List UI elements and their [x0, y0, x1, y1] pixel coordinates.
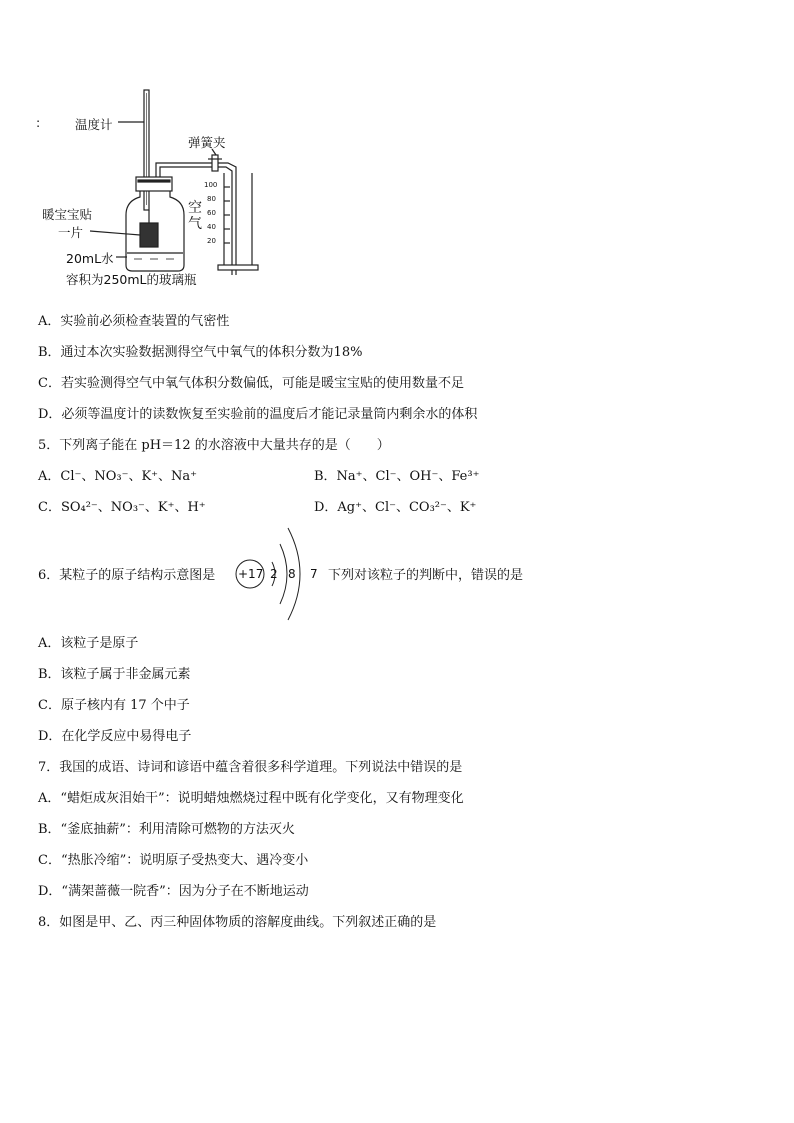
water-label: 20mL水	[66, 251, 114, 266]
q6-option-d: D．在化学反应中易得电子	[38, 729, 192, 744]
q4-option-a: A．实验前必须检查装置的气密性	[38, 314, 230, 329]
q7-option-b: B．“釜底抽薪”：利用清除可燃物的方法灭火	[38, 822, 295, 837]
q6-option-c: C．原子核内有 17 个中子	[38, 698, 190, 713]
q7-option-d: D．“满架蔷薇一院香”：因为分子在不断地运动	[38, 884, 309, 899]
atom-structure-diagram	[232, 522, 322, 622]
q4-option-d: D．必须等温度计的读数恢复至实验前的温度后才能记录量筒内剩余水的体积	[38, 407, 478, 422]
stray-mark: :	[36, 115, 41, 130]
shell-3-electrons: 7	[310, 567, 318, 581]
shell-2-electrons: 8	[288, 567, 296, 581]
q8-stem: 8．如图是甲、乙、丙三种固体物质的溶解度曲线。下列叙述正确的是	[38, 915, 437, 930]
q6-stem-after: 下列对该粒子的判断中，错误的是	[328, 568, 524, 583]
q5-option-a: A．Cl⁻、NO₃⁻、K⁺、Na⁺	[38, 469, 198, 484]
q5-option-d: D．Ag⁺、Cl⁻、CO₃²⁻、K⁺	[314, 500, 477, 515]
air-label-1: 空	[188, 200, 202, 216]
q5-option-b: B．Na⁺、Cl⁻、OH⁻、Fe³⁺	[314, 469, 480, 484]
shell-1-electrons: 2	[270, 567, 278, 581]
q7-option-c: C．“热胀冷缩”：说明原子受热变大、遇冷变小	[38, 853, 309, 868]
q6-option-a: A．该粒子是原子	[38, 636, 139, 651]
q7-stem: 7．我国的成语、诗词和谚语中蕴含着很多科学道理。下列说法中错误的是	[38, 760, 463, 775]
cylinder-tick-40: 40	[207, 223, 216, 231]
q4-option-c: C．若实验测得空气中氧气体积分数偏低，可能是暖宝宝贴的使用数量不足	[38, 376, 464, 391]
spring-clip-label: 弹簧夹	[188, 135, 226, 150]
cylinder-tick-80: 80	[207, 195, 216, 203]
experiment-figure	[30, 85, 270, 295]
q6-stem-before: 6．某粒子的原子结构示意图是	[38, 568, 216, 583]
cylinder-tick-60: 60	[207, 209, 216, 217]
hand-warmer-label-1: 暖宝宝贴	[42, 207, 93, 222]
q6-option-b: B．该粒子属于非金属元素	[38, 667, 191, 682]
thermometer-label: 温度计	[75, 117, 113, 132]
cylinder-tick-100: 100	[204, 181, 218, 189]
q5-option-c: C．SO₄²⁻、NO₃⁻、K⁺、H⁺	[38, 500, 206, 515]
q7-option-a: A．“蜡炬成灰泪始干”：说明蜡烛燃烧过程中既有化学变化，又有物理变化	[38, 791, 464, 806]
q5-stem: 5．下列离子能在 pH＝12 的水溶液中大量共存的是（ ）	[38, 438, 390, 453]
hand-warmer-label-2: 一片	[58, 225, 84, 240]
q4-option-b: B．通过本次实验数据测得空气中氧气的体积分数为18%	[38, 345, 363, 360]
air-label-2: 气	[188, 216, 202, 232]
bottle-label: 容积为250mL的玻璃瓶	[66, 272, 197, 287]
cylinder-tick-20: 20	[207, 237, 216, 245]
nucleus-charge: +17	[238, 567, 264, 581]
